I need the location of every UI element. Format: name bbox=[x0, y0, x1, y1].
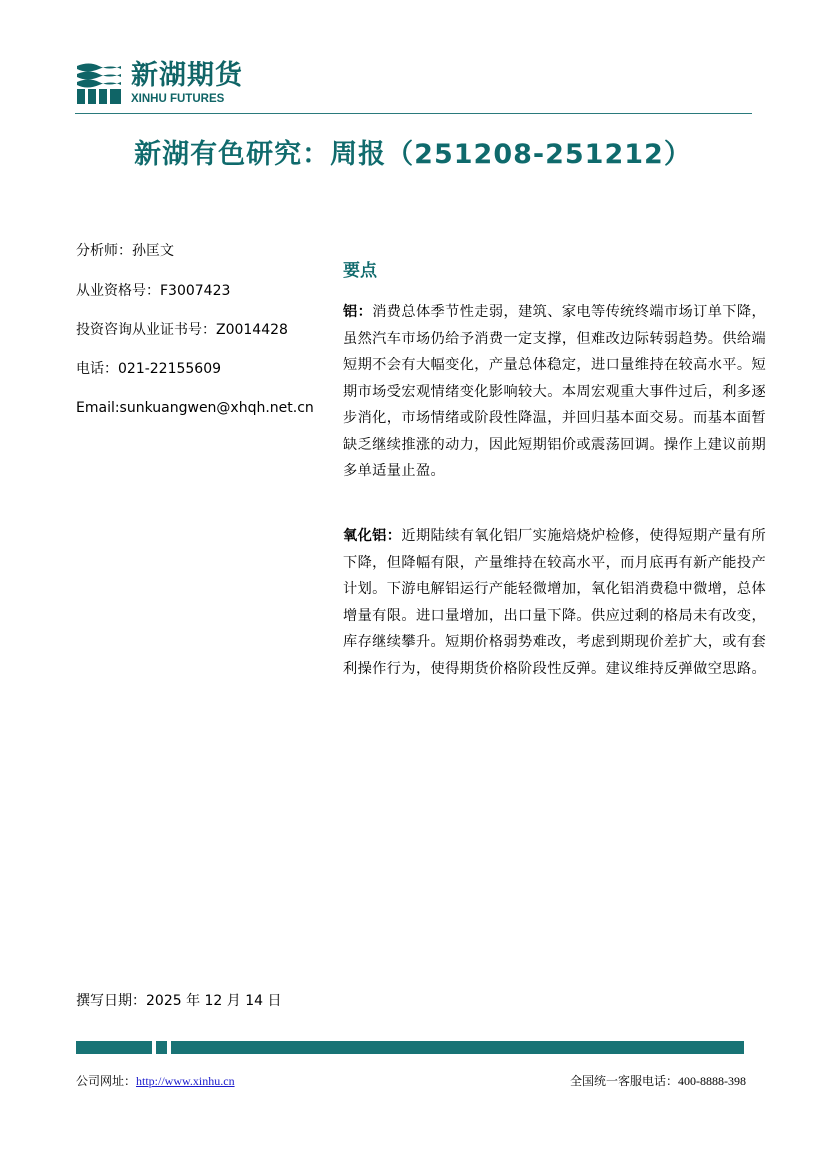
key-points-heading: 要点 bbox=[343, 261, 377, 281]
analyst-qualification: 从业资格号：F3007423 bbox=[76, 283, 231, 299]
analyst-consulting-cert: 投资咨询从业证书号：Z0014428 bbox=[76, 322, 288, 338]
report-date: 撰写日期：2025 年 12 月 14 日 bbox=[76, 993, 282, 1009]
alumina-label: 氧化铝： bbox=[343, 528, 402, 544]
footer-bar-middle bbox=[156, 1041, 167, 1054]
header-divider bbox=[75, 113, 752, 114]
footer-bar-left bbox=[76, 1041, 152, 1054]
analyst-name: 分析师：孙匡文 bbox=[76, 243, 174, 259]
footer-hotline: 全国统一客服电话：400-8888-398 bbox=[570, 1074, 746, 1088]
analyst-phone: 电话：021-22155609 bbox=[76, 361, 222, 377]
footer-website bbox=[76, 1072, 235, 1089]
alumina-text: 近期陆续有氧化铝厂实施焙烧炉检修，使得短期产量有所下降，但降幅有限，产量维持在较高水平，而月底再有新产能投产计划。下游电解铝运行产能轻微增加，氧化铝消费稳中微增，总体增量有限。进口量增加，出口量下降。供应过剩的格局未有改变，库存继续攀升。短期价格弱势难改，考虑到期现价差扩大，或有套利操作行为，使得期货价格阶段性反弹。建议维持反弹做空思路。 bbox=[343, 528, 767, 677]
footer-bar-right bbox=[171, 1041, 744, 1054]
alumina-paragraph bbox=[343, 523, 773, 682]
website-link[interactable]: http://www.xinhu.cn bbox=[136, 1074, 235, 1088]
aluminum-text: 消费总体季节性走弱，建筑、家电等传统终端市场订单下降，虽然汽车市场仍给予消费一定支撑，但难改边际转弱趋势。供给端短期不会有大幅变化，产量总体稳定，进口量维持在较高水平。短期市场受宏观情绪变化影响较大。本周宏观重大事件过后，利多逐步消化，市场情绪或阶段性降温，并回归基本面交易。而基本面暂缺乏继续推涨的动力，因此短期铝价或震荡回调。操作上建议前期多单适量止盈。 bbox=[343, 304, 767, 479]
analyst-email: Email:sunkuangwen@xhqh.net.cn bbox=[76, 400, 314, 416]
report-title: 新湖有色研究：周报（251208-251212） bbox=[134, 139, 692, 170]
xinhu-logo-icon bbox=[75, 60, 123, 106]
aluminum-label: 铝： bbox=[343, 304, 373, 320]
logo-english-name: XINHU FUTURES bbox=[131, 93, 225, 105]
logo-chinese-name: 新湖期货 bbox=[131, 60, 243, 91]
company-logo bbox=[75, 58, 255, 108]
aluminum-paragraph bbox=[343, 299, 773, 485]
website-label: 公司网址： bbox=[76, 1074, 137, 1088]
